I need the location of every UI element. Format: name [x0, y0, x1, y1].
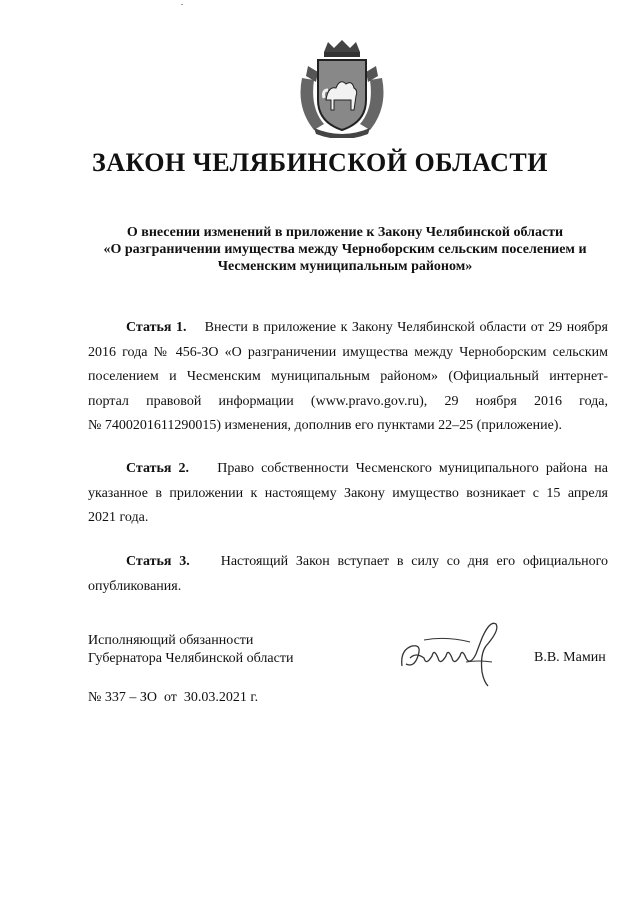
document-title: ЗАКОН ЧЕЛЯБИНСКОЙ ОБЛАСТИ [92, 148, 548, 177]
article-line: 2016 года № 456-ЗО «О разграничении имущества между Черноборским сельским [88, 344, 608, 360]
article-label: Статья 1. [126, 320, 187, 335]
article-label: Статья 2. [126, 461, 190, 476]
article-text: Право собственности Чесменского муниципального района на [217, 461, 609, 476]
article-label: Статья 3. [126, 554, 190, 569]
subtitle-line: О внесении изменений в приложение к Закону Челябинской области [126, 225, 564, 240]
scan-speck [181, 4, 183, 5]
article-line: № 7400201611290015) изменения, дополнив его пунктами 22–25 (приложение). [88, 418, 562, 433]
article-line [88, 316, 608, 341]
document-subtitle [90, 224, 600, 275]
article-text: Настоящий Закон вступает в силу со дня его официального [220, 554, 608, 569]
article-1 [88, 316, 608, 439]
position-line: Губернатора Челябинской области [88, 651, 294, 666]
chelyabinsk-coat-of-arms-icon [294, 38, 390, 138]
handwritten-signature-icon [396, 616, 506, 690]
signatory-position [88, 632, 293, 668]
article-line: поселением и Чесменским муниципальным районом» (Официальный интернет- [88, 369, 608, 384]
article-line [88, 550, 608, 575]
subtitle-line: «О разграничении имущества между Черноборским сельским поселением и [103, 242, 587, 257]
registration-number: № 337 – ЗО от 30.03.2021 г. [88, 690, 259, 705]
article-3 [88, 550, 608, 599]
subtitle-line: Чесменским муниципальным районом» [217, 259, 473, 274]
article-line: указанное в приложении к настоящему Закону имущество возникает с 15 апреля [88, 485, 608, 501]
article-2 [88, 457, 608, 531]
signatory-name: В.В. Мамин [534, 650, 606, 665]
article-line [88, 457, 608, 482]
position-line: Исполняющий обязанности [88, 633, 254, 648]
article-line: портал правовой информации (www.pravo.gov.ru), 29 ноября 2016 года, [88, 393, 608, 409]
article-text: Внести в приложение к Закону Челябинской области от 29 ноября [204, 320, 608, 335]
article-line: 2021 года. [88, 510, 149, 525]
article-line: опубликования. [88, 578, 182, 594]
